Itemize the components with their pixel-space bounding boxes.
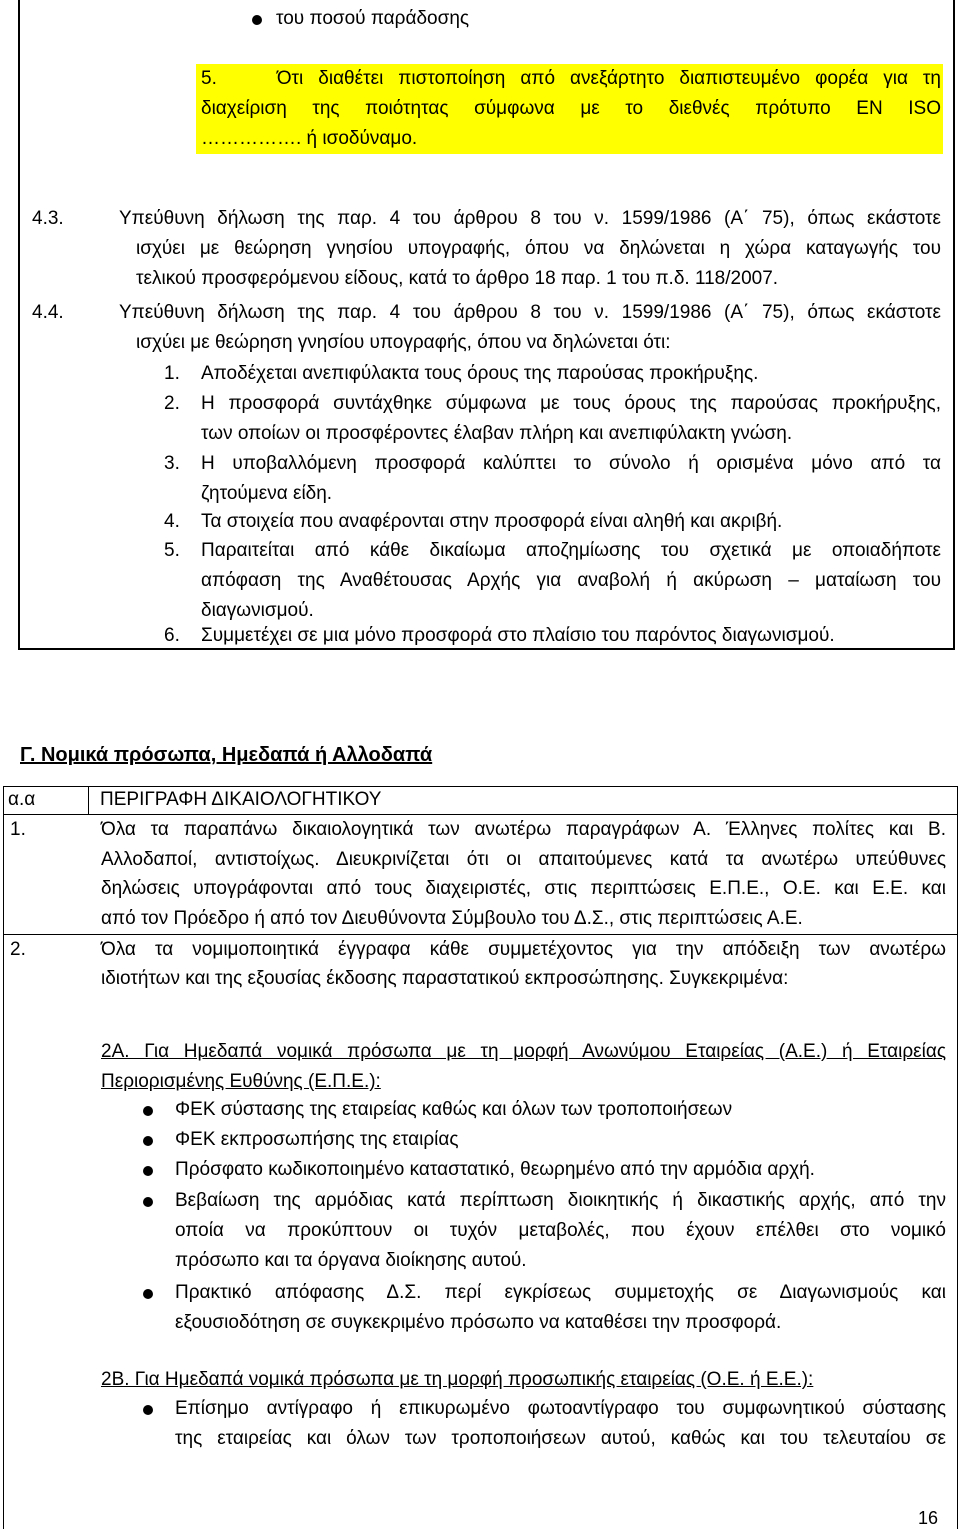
row1-line2: Αλλοδαποί, αντιστοίχως. Διευκρινίζεται ότι οι απαιτούμενες κατά τα ανωτέρω υπεύθυνες bbox=[101, 849, 946, 870]
bullet-icon bbox=[143, 1289, 153, 1299]
sub2a-bullet5-line2: εξουσιοδότηση σε συγκεκριμένο πρόσωπο να καταθέσει την προσφορά. bbox=[175, 1312, 782, 1333]
item5-line3: ……………. ή ισοδύναμο. bbox=[201, 128, 418, 149]
page-number: 16 bbox=[918, 1508, 939, 1528]
sub1-number: 1. bbox=[164, 363, 180, 384]
item5-line1: 5. Ότι διαθέτει πιστοποίηση από ανεξάρτητο διαπιστευμένο φορέα για τη bbox=[201, 68, 941, 89]
table-header-number: α.α bbox=[8, 789, 36, 810]
sub2-line1: Η προσφορά συντάχθηκε σύμφωνα με τους όρους της παρούσας προκήρυξης, bbox=[201, 393, 941, 414]
item44-number: 4.4. bbox=[32, 302, 64, 323]
item44-line2: ισχύει με θεώρηση γνησίου υπογραφής, όπου να δηλώνεται ότι: bbox=[136, 332, 671, 353]
sub2a-bullet2: ΦΕΚ εκπροσωπήσης της εταιρίας bbox=[175, 1129, 459, 1150]
sub5-line1: Παραιτείται από κάθε δικαίωμα αποζημίωσης του σχετικά με οποιαδήποτε bbox=[201, 540, 941, 561]
sub2a-title-line2: Περιορισμένης Ευθύνης (Ε.Π.Ε.): bbox=[101, 1071, 381, 1092]
sub2-number: 2. bbox=[164, 393, 180, 414]
sub4-number: 4. bbox=[164, 511, 180, 532]
item43-number: 4.3. bbox=[32, 208, 64, 229]
sub2a-bullet3: Πρόσφατο κωδικοποιημένο καταστατικό, θεωρημένο από την αρμόδια αρχή. bbox=[175, 1159, 815, 1180]
sub2a-bullet1: ΦΕΚ σύστασης της εταιρείας καθώς και όλων των τροποποιήσεων bbox=[175, 1099, 733, 1120]
item5-line2: διαχείριση της ποιότητας σύμφωνα με το διεθνές πρότυπο EN ISO bbox=[201, 98, 941, 119]
sub3-line2: ζητούμενα είδη. bbox=[201, 483, 333, 504]
sub2a-bullet4-line2: οποία να προκύπτουν οι τυχόν μεταβολές, που έχουν επέλθει στο νομικό bbox=[175, 1220, 946, 1241]
item44-line1: Υπεύθυνη δήλωση της παρ. 4 του άρθρου 8 του ν. 1599/1986 (Α΄ 75), όπως εκάστοτε bbox=[119, 302, 941, 323]
sub2a-bullet5-line1: Πρακτικό απόφασης Δ.Σ. περί εγκρίσεως συμμετοχής σε Διαγωνισμούς και bbox=[175, 1282, 946, 1303]
sub2a-bullet4-line3: πρόσωπο και τα όργανα διοίκησης αυτού. bbox=[175, 1250, 527, 1271]
sub5-number: 5. bbox=[164, 540, 180, 561]
sub2a-title-line1: 2Α. Για Ημεδαπά νομικά πρόσωπα με τη μορφή Ανωνύμου Εταιρείας (Α.Ε.) ή Εταιρείας bbox=[101, 1041, 946, 1062]
bullet-text: του ποσού παράδοσης bbox=[276, 8, 470, 29]
bullet-icon bbox=[252, 15, 262, 25]
sub2b-title: 2Β. Για Ημεδαπά νομικά πρόσωπα με τη μορφή προσωπικής εταιρείας (Ο.Ε. ή Ε.Ε.): bbox=[101, 1369, 814, 1390]
sub6-line: Συμμετέχει σε μια μόνο προσφορά στο πλαίσιο του παρόντος διαγωνισμού. bbox=[201, 625, 835, 646]
row2-line2: ιδιοτήτων και της εξουσίας έκδοσης παραστατικού εκπροσώπησης. Συγκεκριμένα: bbox=[101, 968, 789, 989]
row1-number: 1. bbox=[10, 819, 26, 840]
sub2-line2: των οποίων οι προσφέροντες έλαβαν πλήρη και ανεπιφύλακτη γνώση. bbox=[201, 423, 793, 444]
bullet-icon bbox=[143, 1405, 153, 1415]
row2-line1: Όλα τα νομιμοποιητικά έγγραφα κάθε συμμετέχοντος για την απόδειξη των ανωτέρω bbox=[101, 939, 946, 960]
table-header-description: ΠΕΡΙΓΡΑΦΗ ΔΙΚΑΙΟΛΟΓΗΤΙΚΟΥ bbox=[100, 789, 382, 810]
sub5-line3: διαγωνισμού. bbox=[201, 600, 314, 621]
sub6-number: 6. bbox=[164, 625, 180, 646]
row1-line3: δηλώσεις υπογράφονται από τους διαχειριστές, στις περιπτώσεις Ε.Π.Ε., Ο.Ε. και Ε.Ε. και bbox=[101, 878, 946, 899]
sub2b-bullet1-line2: της εταιρείας και όλων των τροποποιήσεων αυτού, καθώς και του τελευταίου σε bbox=[175, 1428, 946, 1449]
sub1-line: Αποδέχεται ανεπιφύλακτα τους όρους της παρούσας προκήρυξης. bbox=[201, 363, 759, 384]
row1-line1: Όλα τα παραπάνω δικαιολογητικά των ανωτέρω παραγράφων Α. Έλληνες πολίτες και Β. bbox=[101, 819, 946, 840]
sub2a-bullet4-line1: Βεβαίωση της αρμόδιας κατά περίπτωση διοικητικής ή δικαστικής αρχής, από την bbox=[175, 1190, 946, 1211]
section-title: Γ. Νομικά πρόσωπα, Ημεδαπά ή Αλλοδαπά bbox=[20, 744, 433, 766]
bullet-icon bbox=[143, 1106, 153, 1116]
sub5-line2: απόφαση της Αναθέτουσας Αρχής για αναβολή ή ακύρωση – ματαίωση του bbox=[201, 570, 941, 591]
row2-number: 2. bbox=[10, 939, 26, 960]
bullet-icon bbox=[143, 1166, 153, 1176]
bullet-icon bbox=[143, 1136, 153, 1146]
sub2b-bullet1-line1: Επίσημο αντίγραφο ή επικυρωμένο φωτοαντίγραφο του συμφωνητικού σύστασης bbox=[175, 1398, 946, 1419]
sub3-number: 3. bbox=[164, 453, 180, 474]
sub4-line: Τα στοιχεία που αναφέρονται στην προσφορά είναι αληθή και ακριβή. bbox=[201, 511, 783, 532]
item43-line3: τελικού προσφερόμενου είδους, κατά το άρθρο 18 παρ. 1 του π.δ. 118/2007. bbox=[136, 268, 779, 289]
sub3-line1: Η υποβαλλόμενη προσφορά καλύπτει το σύνολο ή ορισμένα μόνο από τα bbox=[201, 453, 941, 474]
item43-line2: ισχύει με θεώρηση γνησίου υπογραφής, όπου να δηλώνεται η χώρα καταγωγής του bbox=[136, 238, 941, 259]
item43-line1: Υπεύθυνη δήλωση της παρ. 4 του άρθρου 8 του ν. 1599/1986 (Α΄ 75), όπως εκάστοτε bbox=[119, 208, 941, 229]
row1-line4: από τον Πρόεδρο ή από τον Διευθύνοντα Σύμβουλο του Δ.Σ., στις περιπτώσεις Α.Ε. bbox=[101, 908, 803, 929]
column-divider-header bbox=[88, 786, 89, 815]
bullet-icon bbox=[143, 1197, 153, 1207]
